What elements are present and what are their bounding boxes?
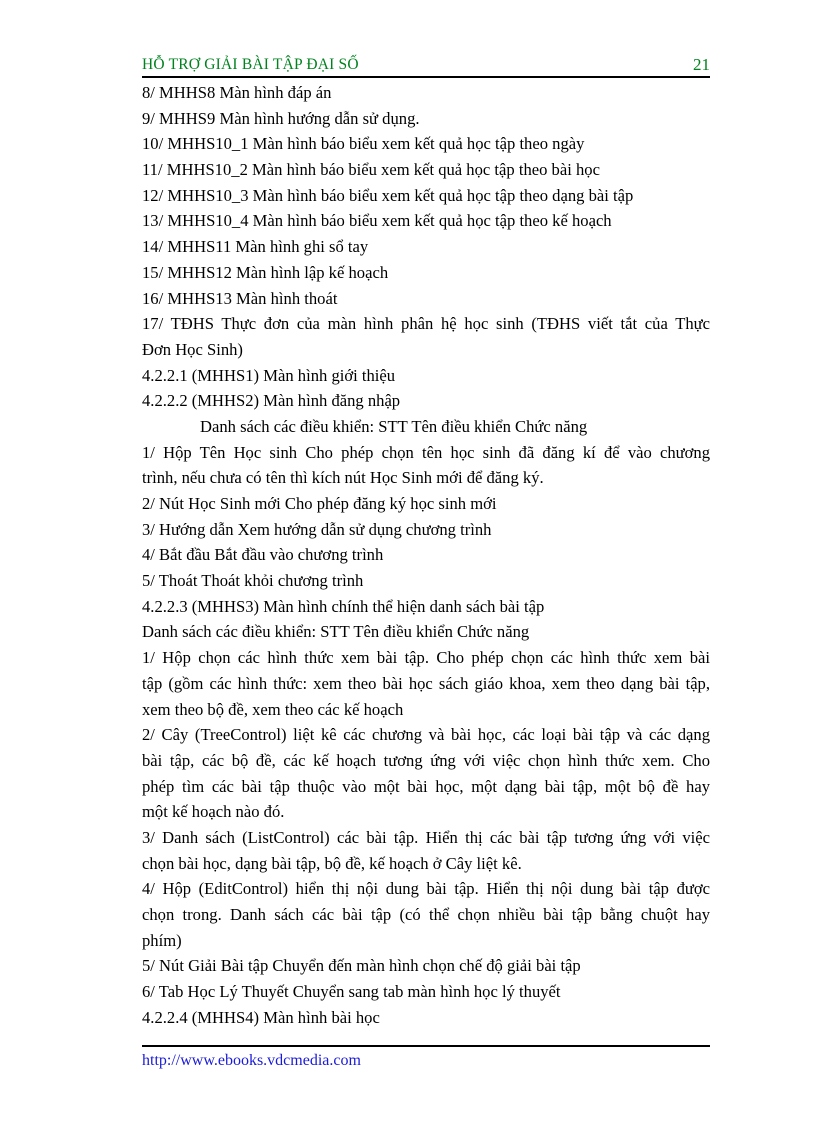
text-line: chọn trong. Danh sách các bài tập (có thể chọn nhiều bài tập bằng chuột hay <box>142 905 710 924</box>
text-line: 12/ MHHS10_3 Màn hình báo biểu xem kết quả học tập theo dạng bài tập <box>142 185 634 205</box>
text-line: 14/ MHHS11 Màn hình ghi sổ tay <box>142 237 369 257</box>
page-header <box>142 52 710 78</box>
text-line: Đơn Học Sinh) <box>142 339 243 359</box>
text-line: 8/ MHHS8 Màn hình đáp án <box>142 83 332 102</box>
text-line: 11/ MHHS10_2 Màn hình báo biểu xem kết quả học tập theo bài học <box>142 160 600 180</box>
text-line: 4.2.2.1 (MHHS1) Màn hình giới thiệu <box>142 365 396 385</box>
text-line: 4/ Bắt đầu Bắt đầu vào chương trình <box>142 545 384 565</box>
text-line: 10/ MHHS10_1 Màn hình báo biểu xem kết quả học tập theo ngày <box>142 134 585 154</box>
text-line: 6/ Tab Học Lý Thuyết Chuyển sang tab màn hình học lý thuyết <box>142 982 561 1002</box>
text-line: 17/ TĐHS Thực đơn của màn hình phân hệ học sinh (TĐHS viết tắt của Thực <box>142 314 710 334</box>
text-line: 4.2.2.3 (MHHS3) Màn hình chính thể hiện danh sách bài tập <box>142 596 545 616</box>
text-line: 3/ Danh sách (ListControl) các bài tập. Hiển thị các bài tập tương ứng với việc <box>142 827 710 847</box>
footer-link[interactable]: http://www.ebooks.vdcmedia.com <box>142 1052 361 1069</box>
text-line: 9/ MHHS9 Màn hình hướng dẫn sử dụng. <box>142 108 420 128</box>
header-title: HỖ TRỢ GIẢI BÀI TẬP ĐẠI SỐ <box>142 56 359 73</box>
text-line: tập (gồm các hình thức: xem theo bài học sách giáo khoa, xem theo dạng bài tập, <box>142 673 710 693</box>
text-line: 2/ Nút Học Sinh mới Cho phép đăng ký học sinh mới <box>142 494 497 513</box>
text-line: bài tập, các bộ đề, các kế hoạch tương ứng với việc chọn hình thức xem. Cho <box>142 750 710 770</box>
text-line: 4/ Hộp (EditControl) hiển thị nội dung bài tập. Hiển thị nội dung bài tập được <box>142 879 710 899</box>
text-line: 13/ MHHS10_4 Màn hình báo biểu xem kết quả học tập theo kế hoạch <box>142 211 612 231</box>
text-line: 2/ Cây (TreeControl) liệt kê các chương và bài học, các loại bài tập và các dạng <box>142 725 710 745</box>
document-body <box>142 80 710 1030</box>
text-line: 16/ MHHS13 Màn hình thoát <box>142 288 338 308</box>
text-line: 3/ Hướng dẫn Xem hướng dẫn sử dụng chương trình <box>142 519 492 539</box>
text-line: Danh sách các điều khiển: STT Tên điều khiển Chức năng <box>200 416 588 436</box>
text-line: trình, nếu chưa có tên thì kích nút Học Sinh mới để đăng ký. <box>142 468 544 488</box>
text-line: xem theo bộ đề, xem theo các kế hoạch <box>142 699 404 719</box>
text-line: một kế hoạch nào đó. <box>142 802 285 822</box>
text-line: 1/ Hộp Tên Học sinh Cho phép chọn tên học sinh đã đăng kí để vào chương <box>142 442 710 462</box>
text-line: 4.2.2.2 (MHHS2) Màn hình đăng nhập <box>142 391 401 411</box>
text-line: phím) <box>142 930 182 950</box>
page-number: 21 <box>693 55 710 74</box>
text-line: Danh sách các điều khiển: STT Tên điều khiển Chức năng <box>142 622 530 642</box>
text-line: 15/ MHHS12 Màn hình lập kế hoạch <box>142 262 389 282</box>
text-line: 4.2.2.4 (MHHS4) Màn hình bài học <box>142 1007 380 1027</box>
text-line: 5/ Thoát Thoát khỏi chương trình <box>142 571 364 591</box>
text-line: 5/ Nút Giải Bài tập Chuyển đến màn hình chọn chế độ giải bài tập <box>142 956 581 976</box>
text-line: chọn bài học, dạng bài tập, bộ đề, kế hoạch ở Cây liệt kê. <box>142 853 522 873</box>
text-line: 1/ Hộp chọn các hình thức xem bài tập. Cho phép chọn các hình thức xem bài <box>142 648 710 668</box>
text-line: phép tìm các bài tập thuộc vào một bài học, một dạng bài tập, một bộ đề hay <box>142 776 710 796</box>
footer-divider <box>142 1045 710 1047</box>
header-divider <box>142 76 710 78</box>
